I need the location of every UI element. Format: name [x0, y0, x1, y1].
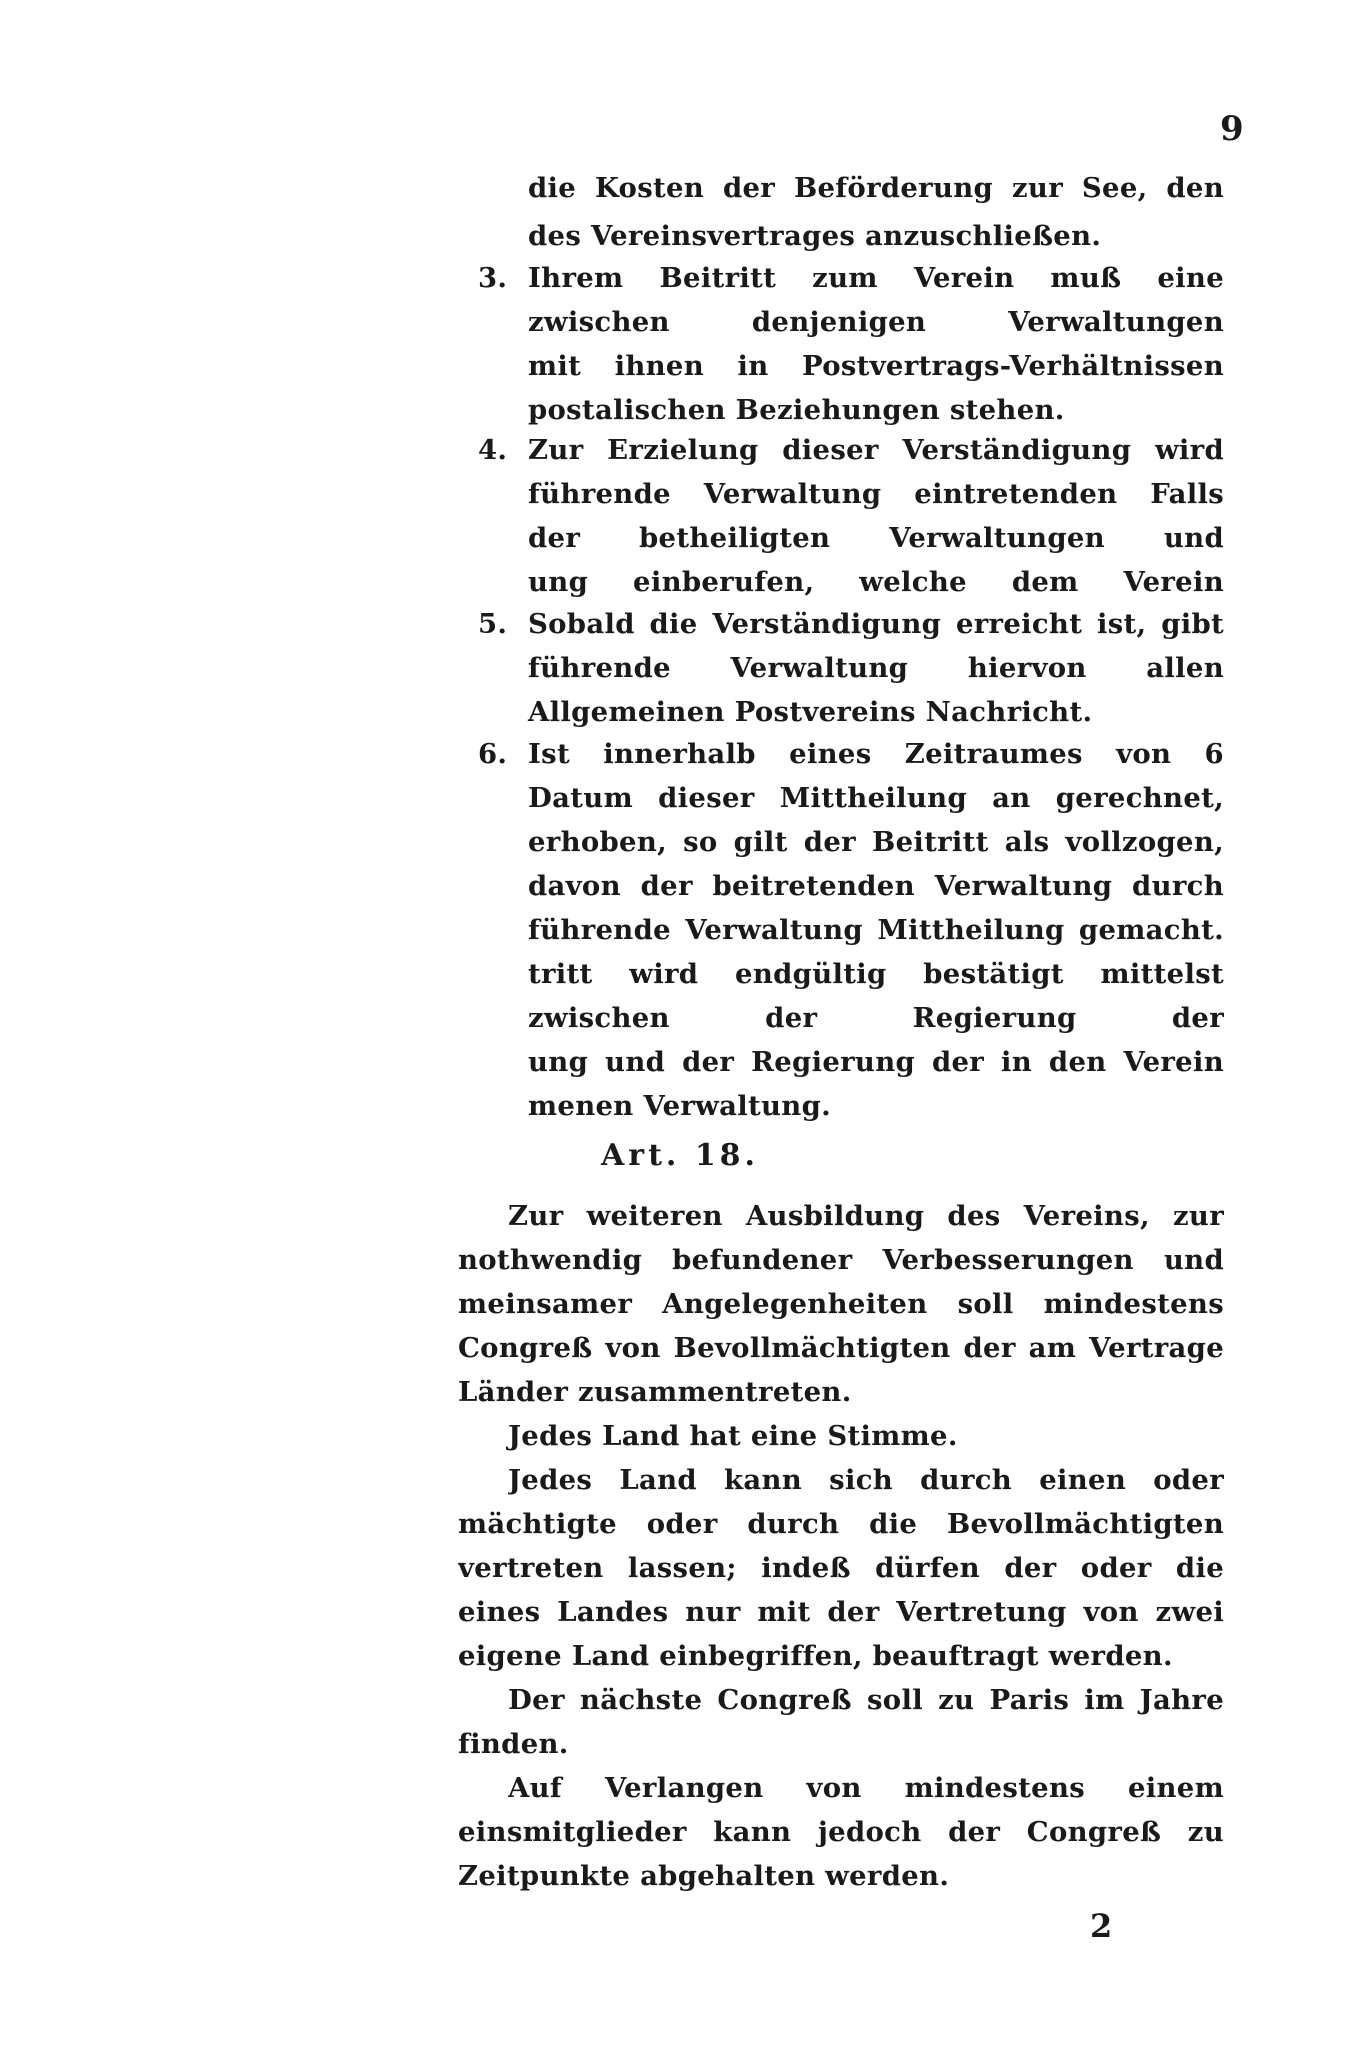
text-line: Ihrem Beitritt zum Verein muß eine	[528, 262, 1224, 294]
text-line: führende Verwaltung hiervon allen	[528, 652, 1224, 684]
text-line: tritt wird endgültig bestätigt mittelst	[528, 958, 1224, 990]
text-line: Sobald die Verständigung erreicht ist, gibt	[528, 608, 1224, 640]
text-line: Ist innerhalb eines Zeitraumes von 6	[528, 738, 1224, 770]
text-line: Zur weiteren Ausbildung des Vereins, zur	[508, 1200, 1224, 1232]
text-line: meinsamer Angelegenheiten soll mindestens	[458, 1288, 1224, 1320]
text-line: davon der beitretenden Verwaltung durch	[528, 870, 1224, 902]
text-line: mächtigte oder durch die Bevollmächtigten	[458, 1508, 1224, 1540]
text-line: einsmitglieder kann jedoch der Congreß zu	[458, 1816, 1224, 1848]
text-line: führende Verwaltung Mittheilung gemacht.	[528, 914, 1224, 946]
text-line: ung und der Regierung der in den Verein	[528, 1046, 1224, 1078]
text-line: Datum dieser Mittheilung an gerechnet,	[528, 782, 1224, 814]
text-line: eigene Land einbegriffen, beauftragt werden.	[458, 1640, 1173, 1672]
text-line: ung einberufen, welche dem Verein	[528, 566, 1224, 598]
text-line: führende Verwaltung eintretenden Falls	[528, 478, 1224, 510]
item-number: 5.	[478, 608, 508, 640]
text-line: nothwendig befundener Verbesserungen und	[458, 1244, 1224, 1276]
text-line: Congreß von Bevollmächtigten der am Vertrage	[458, 1332, 1224, 1364]
text-line: finden.	[458, 1728, 569, 1760]
text-line: des Vereinsvertrages anzuschließen.	[528, 220, 1102, 252]
printer-signature-mark: 2	[1090, 1907, 1113, 1945]
text-line: Zur Erzielung dieser Verständigung wird	[528, 434, 1224, 466]
text-line: der betheiligten Verwaltungen und	[528, 522, 1224, 554]
text-line: mit ihnen in Postvertrags-Verhältnissen	[528, 350, 1224, 382]
text-line: postalischen Beziehungen stehen.	[528, 394, 1065, 426]
item-number: 3.	[478, 262, 508, 294]
text-line: zwischen der Regierung der	[528, 1002, 1224, 1034]
text-line: zwischen denjenigen Verwaltungen	[528, 306, 1224, 338]
text-line: Der nächste Congreß soll zu Paris im Jahre	[508, 1684, 1224, 1716]
text-line: erhoben, so gilt der Beitritt als vollzogen,	[528, 826, 1224, 858]
item-number: 6.	[478, 738, 508, 770]
text-line: Zeitpunkte abgehalten werden.	[458, 1860, 950, 1892]
article-heading: Art. 18.	[600, 1138, 760, 1173]
text-line: Jedes Land kann sich durch einen oder	[508, 1464, 1224, 1496]
text-line: die Kosten der Beförderung zur See, den	[528, 172, 1224, 204]
item-number: 4.	[478, 434, 508, 466]
text-line: Länder zusammentreten.	[458, 1376, 852, 1408]
text-line: menen Verwaltung.	[528, 1090, 831, 1122]
text-line: vertreten lassen; indeß dürfen der oder die	[458, 1552, 1224, 1584]
text-line: Auf Verlangen von mindestens einem	[508, 1772, 1224, 1804]
text-line: Jedes Land hat eine Stimme.	[508, 1420, 958, 1452]
text-line: Allgemeinen Postvereins Nachricht.	[528, 696, 1093, 728]
page-number: 9	[1220, 109, 1244, 149]
text-line: eines Landes nur mit der Vertretung von zwei	[458, 1596, 1224, 1628]
